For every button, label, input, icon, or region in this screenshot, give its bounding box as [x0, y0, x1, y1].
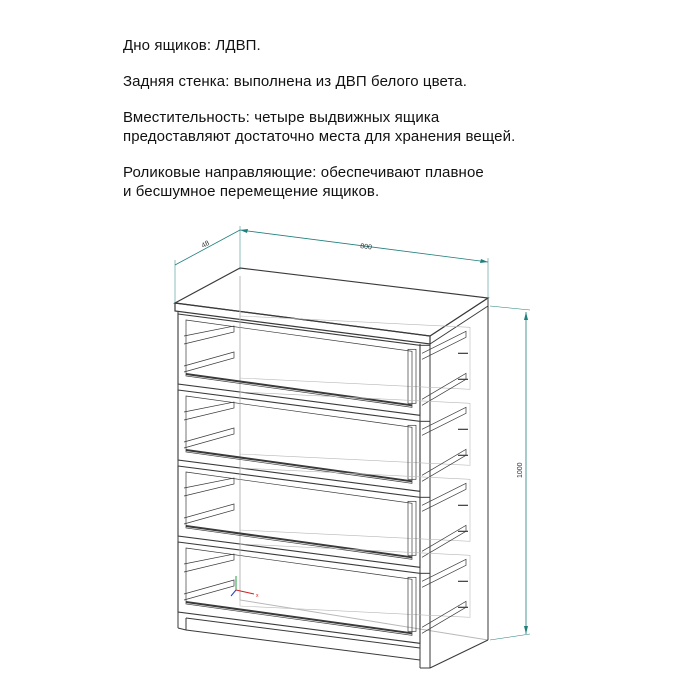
drawer-inner-outline	[186, 320, 412, 407]
paragraph-line: и бесшумное перемещение ящиков.	[123, 183, 380, 200]
drawer-front	[178, 542, 420, 643]
depth-dimension-label: 48	[200, 239, 211, 250]
roller-guide-left	[184, 554, 234, 572]
drawer-inner-outline	[186, 396, 412, 483]
paragraph-line: предоставляют достаточно места для хранения вещей.	[123, 128, 516, 145]
roller-guide-right	[422, 449, 466, 481]
dresser-carcass	[175, 268, 488, 668]
roller-guide-left-lower	[184, 352, 234, 372]
drawers-group	[178, 314, 470, 643]
height-dimension-label: 1000	[517, 462, 524, 478]
axis-triad-icon	[231, 576, 259, 599]
paragraph-line: Вместительность: четыре выдвижных ящика	[123, 109, 440, 126]
width-dimension-label: 800	[359, 243, 373, 252]
paragraph-line: Задняя стенка: выполнена из ДВП белого цвета.	[123, 73, 467, 90]
drawer-inner-outline	[186, 472, 412, 559]
paragraph-line: Роликовые направляющие: обеспечивают плавное	[123, 164, 484, 181]
roller-guide-left	[184, 402, 234, 420]
paragraph-line: Дно ящиков: ЛДВП.	[123, 37, 261, 54]
svg-text:x: x	[256, 593, 259, 599]
roller-guide-left-lower	[184, 580, 234, 600]
roller-guide-left-lower	[184, 428, 234, 448]
roller-guide-left	[184, 326, 234, 344]
roller-guide-left-lower	[184, 504, 234, 524]
dimension-lines	[175, 226, 530, 640]
roller-guide-left	[184, 478, 234, 496]
roller-guide-right	[422, 525, 466, 557]
roller-guide-right	[422, 601, 466, 633]
roller-guide-right	[422, 373, 466, 405]
